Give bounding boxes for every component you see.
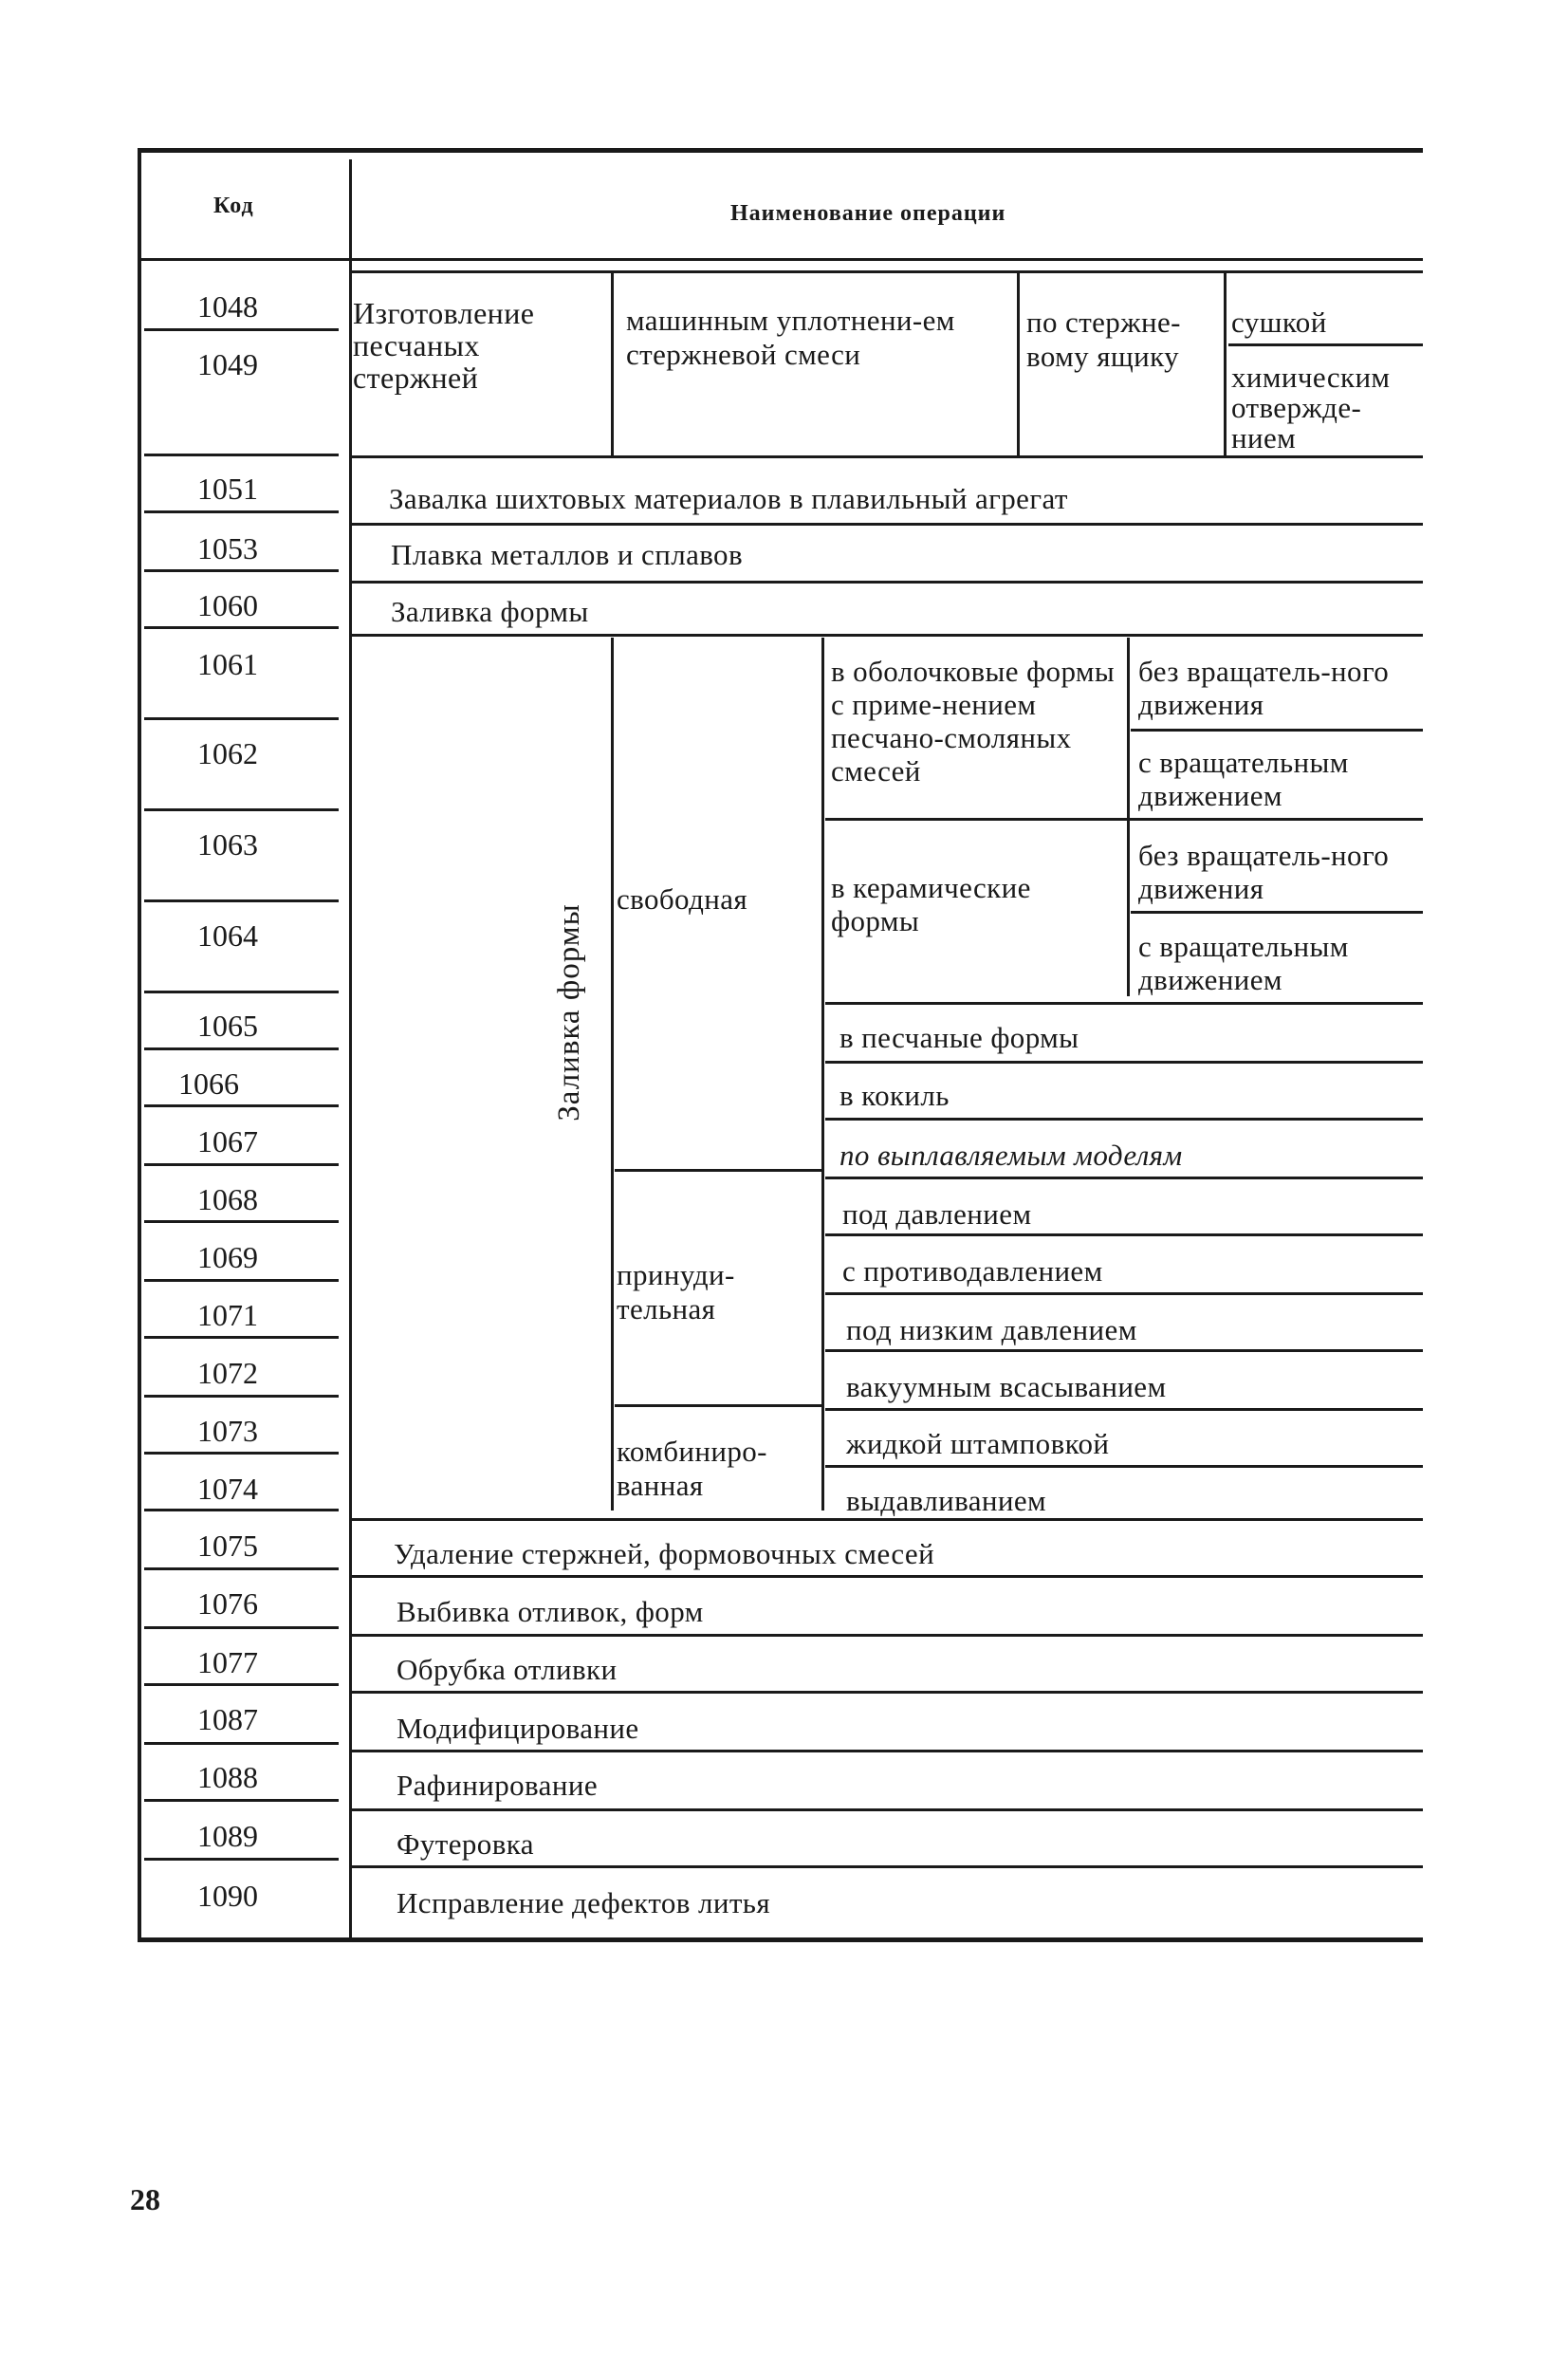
code-cell: 1048 <box>197 289 258 324</box>
cores-top-rule <box>349 270 1423 273</box>
pouring-rule <box>825 1408 1423 1411</box>
code-rule <box>144 454 339 456</box>
operation-name: Выбивка отливок, форм <box>397 1595 704 1628</box>
cores-divider <box>1017 273 1020 455</box>
code-rule <box>144 569 339 572</box>
operation-name: Рафинирование <box>397 1769 598 1802</box>
pouring-group-label: Заливка формы <box>552 903 586 1121</box>
code-cell: 1090 <box>197 1879 258 1913</box>
operation-name: Исправление дефектов литья <box>397 1886 770 1919</box>
pouring-vacuum: вакуумным всасыванием <box>846 1370 1167 1403</box>
code-cell: 1053 <box>197 531 258 565</box>
pouring-sand-forms: в песчаные формы <box>839 1021 1079 1054</box>
pouring-chill-mold: в кокиль <box>839 1079 950 1112</box>
pouring-forced: принуди-тельная <box>617 1258 735 1325</box>
cores-method: машинным уплотнени-ем стержневой смеси <box>626 304 955 371</box>
code-rule <box>144 1163 339 1166</box>
code-cell: 1076 <box>197 1586 258 1621</box>
code-rule <box>144 1567 339 1570</box>
code-cell: 1074 <box>197 1472 258 1506</box>
code-rule <box>144 899 339 902</box>
code-cell: 1088 <box>197 1760 258 1794</box>
pouring-rule <box>825 1292 1423 1295</box>
code-cell: 1067 <box>197 1124 258 1158</box>
code-column-divider <box>349 159 352 1938</box>
code-rule <box>144 991 339 993</box>
table-left-border <box>138 148 141 1938</box>
code-rule <box>144 1509 339 1511</box>
row-rule <box>351 1750 1423 1752</box>
pouring-rule <box>825 1177 1423 1179</box>
code-column-header: Код <box>213 194 254 218</box>
code-rule <box>144 717 339 720</box>
pouring-rule <box>825 818 1423 821</box>
operation-name: Обрубка отливки <box>397 1653 618 1686</box>
pouring-divider <box>821 638 824 1511</box>
code-rule <box>144 1626 339 1629</box>
row-rule <box>351 1575 1423 1578</box>
pouring-rule <box>825 1002 1423 1005</box>
pouring-lost-wax: по выплавляемым моделям <box>839 1139 1183 1172</box>
pouring-rule <box>1131 729 1423 732</box>
pouring-under-pressure: под давлением <box>842 1197 1032 1231</box>
pouring-sub-rule <box>615 1404 821 1407</box>
code-rule <box>144 808 339 811</box>
code-cell: 1062 <box>197 736 258 770</box>
pouring-combined: комбиниро-ванная <box>617 1435 767 1502</box>
cores-divider <box>1224 273 1227 455</box>
code-cell: 1069 <box>197 1240 258 1274</box>
table-top-rule <box>138 148 1423 153</box>
pouring-rule <box>1131 911 1423 914</box>
code-cell: 1063 <box>197 827 258 862</box>
code-rule <box>144 1336 339 1339</box>
code-rule <box>144 1799 339 1802</box>
pouring-rule <box>825 1118 1423 1121</box>
code-rule <box>144 510 339 513</box>
cores-variant-chemical: химическим отвержде-нием <box>1231 361 1391 454</box>
code-cell: 1060 <box>197 588 258 622</box>
pouring-without-rotation: без вращатель-ного движения <box>1138 839 1390 905</box>
operation-name: Завалка шихтовых материалов в плавильный агрегат <box>389 482 1068 515</box>
code-cell: 1049 <box>197 347 258 381</box>
pouring-divider <box>611 638 614 1511</box>
cores-bottom-rule <box>349 455 1423 458</box>
name-column-header: Наименование операции <box>730 201 1006 226</box>
code-rule <box>144 328 339 331</box>
pouring-with-rotation: с вращательным движением <box>1138 930 1349 996</box>
cores-tool: по стержне-вому ящику <box>1026 306 1181 373</box>
pouring-with-rotation: с вращательным движением <box>1138 746 1349 812</box>
cores-title: Изготовление песчаных стержней <box>353 296 535 395</box>
code-cell: 1061 <box>197 647 258 681</box>
code-cell: 1068 <box>197 1182 258 1216</box>
code-cell: 1077 <box>197 1645 258 1679</box>
code-cell: 1089 <box>197 1819 258 1853</box>
table-bottom-rule <box>138 1937 1423 1942</box>
page-number: 28 <box>130 2182 160 2216</box>
operation-name: Заливка формы <box>391 595 589 628</box>
code-rule <box>144 626 339 629</box>
row-rule <box>351 581 1423 584</box>
pouring-divider <box>1127 638 1130 996</box>
code-cell: 1087 <box>197 1702 258 1736</box>
row-rule <box>351 634 1423 637</box>
code-cell: 1065 <box>197 1009 258 1043</box>
cores-variant-drying: сушкой <box>1231 306 1327 339</box>
code-rule <box>144 1279 339 1282</box>
row-rule <box>351 523 1423 526</box>
row-rule <box>351 1634 1423 1637</box>
row-rule <box>351 1691 1423 1694</box>
pouring-rule <box>825 1349 1423 1352</box>
code-cell: 1075 <box>197 1529 258 1563</box>
pouring-shell-forms: в оболочковые формы с приме-нением песчано-смоляных смесей <box>831 655 1116 788</box>
code-rule <box>144 1220 339 1223</box>
pouring-sub-rule <box>615 1169 821 1172</box>
operation-name: Плавка металлов и сплавов <box>391 538 743 571</box>
code-cell: 1066 <box>178 1066 239 1101</box>
cores-variant-rule <box>1228 343 1423 346</box>
code-rule <box>144 1452 339 1455</box>
code-rule <box>144 1742 339 1745</box>
row-rule <box>351 1808 1423 1811</box>
pouring-without-rotation: без вращатель-ного движения <box>1138 655 1390 721</box>
pouring-rule <box>825 1465 1423 1468</box>
operation-name: Модифицирование <box>397 1712 639 1745</box>
code-rule <box>144 1858 339 1861</box>
code-rule <box>144 1047 339 1050</box>
operation-name: Удаление стержней, формовочных смесей <box>394 1537 935 1570</box>
code-cell: 1072 <box>197 1356 258 1390</box>
code-cell: 1073 <box>197 1414 258 1448</box>
code-rule <box>144 1395 339 1398</box>
operation-name: Футеровка <box>397 1827 534 1861</box>
row-rule <box>351 1865 1423 1868</box>
pouring-rule <box>825 1061 1423 1064</box>
header-bottom-rule <box>138 258 1423 261</box>
code-cell: 1071 <box>197 1298 258 1332</box>
pouring-counter-pressure: с противодавлением <box>842 1254 1103 1288</box>
code-rule <box>144 1683 339 1686</box>
cores-divider <box>611 270 614 455</box>
pouring-rule <box>825 1233 1423 1236</box>
pouring-bottom-rule <box>351 1518 1423 1521</box>
code-cell: 1064 <box>197 918 258 953</box>
pouring-liquid-stamping: жидкой штамповкой <box>846 1427 1110 1460</box>
code-rule <box>144 1104 339 1107</box>
code-cell: 1051 <box>197 472 258 506</box>
pouring-free: свободная <box>617 882 748 916</box>
pouring-extrusion: выдавливанием <box>846 1484 1047 1517</box>
pouring-low-pressure: под низким давлением <box>846 1313 1137 1346</box>
pouring-ceramic-forms: в керамические формы <box>831 871 1031 937</box>
